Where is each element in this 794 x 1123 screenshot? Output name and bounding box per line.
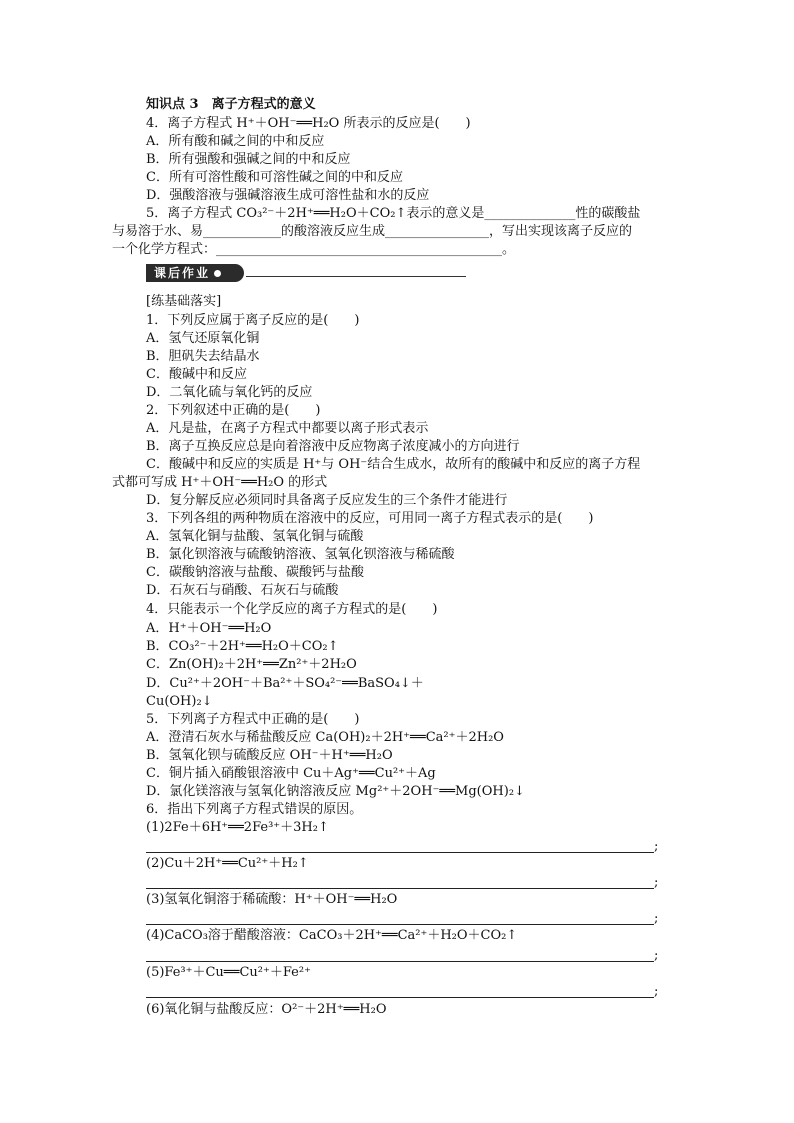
option-d: D．复分解反应必须同时具备离子反应发生的三个条件才能进行 xyxy=(146,493,508,508)
option-a: A．凡是盐，在离子方程式中都要以离子形式表示 xyxy=(146,421,429,436)
option-b: B．氯化钡溶液与硫酸钠溶液、氢氧化钡溶液与稀硫酸 xyxy=(146,547,455,562)
semicolon: ; xyxy=(654,911,659,926)
sub-question: (2)Cu＋2H⁺══Cu²⁺＋H₂↑ xyxy=(146,856,309,871)
sub-question: (5)Fe³⁺＋Cu══Cu²⁺＋Fe²⁺ xyxy=(146,965,311,980)
option-d: D．Cu²⁺＋2OH⁻＋Ba²⁺＋SO₄²⁻══BaSO₄↓＋ xyxy=(146,676,424,691)
option-a: A．氢氧化铜与盐酸、氢氧化铜与硫酸 xyxy=(146,529,364,544)
sub-question: (1)2Fe＋6H⁺══2Fe³⁺＋3H₂↑ xyxy=(146,820,329,835)
question-stem: 5．下列离子方程式中正确的是( ) xyxy=(146,712,360,727)
sub-question: (6)氧化铜与盐酸反应：O²⁻＋2H⁺══H₂O xyxy=(146,1002,387,1017)
option-c: C．酸碱中和反应 xyxy=(146,367,247,382)
knowledge-point-heading: 知识点 3 离子方程式的意义 xyxy=(146,97,316,112)
option-c: C．碳酸钠溶液与盐酸、碳酸钙与盐酸 xyxy=(146,565,364,580)
option-d-continued: Cu(OH)₂↓ xyxy=(146,694,213,709)
question-stem: 2．下列叙述中正确的是( ) xyxy=(146,403,321,418)
question-stem: 1．下列反应属于离子反应的是( ) xyxy=(146,313,360,328)
option-b: B．氢氧化钡与硫酸反应 OH⁻＋H⁺══H₂O xyxy=(146,748,393,763)
question-stem: 3．下列各组的两种物质在溶液中的反应，可用同一离子方程式表示的是( ) xyxy=(146,511,594,526)
semicolon: ; xyxy=(654,948,659,963)
section-divider xyxy=(246,276,466,277)
question-stem: 4．只能表示一个化学反应的离子方程式的是( ) xyxy=(146,602,438,617)
question-5-line-1: 5．离子方程式 CO₃²⁻＋2H⁺══H₂O＋CO₂↑表示的意义是______________性的碳酸盐 xyxy=(146,206,641,221)
answer-line[interactable] xyxy=(146,852,654,853)
option-c: C．酸碱中和反应的实质是 H⁺与 OH⁻结合生成水，故所有的酸碱中和反应的离子方程 xyxy=(146,457,641,472)
semicolon: ; xyxy=(654,984,659,999)
answer-line[interactable] xyxy=(146,888,654,889)
semicolon: ; xyxy=(654,875,659,890)
homework-label-text: 课后作业 xyxy=(154,266,211,280)
option-c: C．Zn(OH)₂＋2H⁺══Zn²⁺＋2H₂O xyxy=(146,657,357,672)
homework-section-bar xyxy=(146,264,466,282)
sub-question: (3)氢氧化铜溶于稀硫酸：H⁺＋OH⁻══H₂O xyxy=(146,892,398,907)
option-b: B．离子互换反应总是向着溶液中反应物离子浓度减小的方向进行 xyxy=(146,439,520,454)
sub-question: (4)CaCO₃溶于醋酸溶液：CaCO₃＋2H⁺══Ca²⁺＋H₂O＋CO₂↑ xyxy=(146,928,518,943)
option-d: D．氯化镁溶液与氢氧化钠溶液反应 Mg²⁺＋2OH⁻══Mg(OH)₂↓ xyxy=(146,784,525,799)
answer-line[interactable] xyxy=(146,997,654,998)
option-b: B．胆矾失去结晶水 xyxy=(146,349,260,364)
homework-section-label xyxy=(146,264,244,282)
option-c: C．所有可溶性酸和可溶性碱之间的中和反应 xyxy=(146,170,403,185)
option-c-continued: 式都可写成 H⁺＋OH⁻══H₂O 的形式 xyxy=(112,475,328,490)
option-a: A．所有酸和碱之间的中和反应 xyxy=(146,134,325,149)
question-5-line-3: 一个化学方程式：____________________________________________。 xyxy=(112,242,516,257)
question-stem: 4．离子方程式 H⁺＋OH⁻══H₂O 所表示的反应是( ) xyxy=(146,116,471,131)
option-a: A．H⁺＋OH⁻══H₂O xyxy=(146,621,272,636)
answer-line[interactable] xyxy=(146,961,654,962)
option-b: B．CO₃²⁻＋2H⁺══H₂O＋CO₂↑ xyxy=(146,639,339,654)
option-c: C．铜片插入硝酸银溶液中 Cu＋Ag⁺══Cu²⁺＋Ag xyxy=(146,766,436,781)
option-d: D．强酸溶液与强碱溶液生成可溶性盐和水的反应 xyxy=(146,188,430,203)
question-5-line-2: 与易溶于水、易____________的酸溶液反应生成________________，写出实现该离子反应的 xyxy=(112,224,633,239)
practice-heading: [练基础落实] xyxy=(146,294,222,309)
answer-line[interactable] xyxy=(146,924,654,925)
option-b: B．所有强酸和强碱之间的中和反应 xyxy=(146,152,351,167)
option-d: D．二氧化硫与氧化钙的反应 xyxy=(146,385,313,400)
option-a: A．澄清石灰水与稀盐酸反应 Ca(OH)₂＋2H⁺══Ca²⁺＋2H₂O xyxy=(146,730,504,745)
question-stem: 6．指出下列离子方程式错误的原因。 xyxy=(146,802,363,817)
option-a: A．氢气还原氧化铜 xyxy=(146,331,260,346)
option-d: D．石灰石与硝酸、石灰石与硫酸 xyxy=(146,583,339,598)
bullet-icon xyxy=(214,270,221,277)
semicolon: ; xyxy=(654,839,659,854)
